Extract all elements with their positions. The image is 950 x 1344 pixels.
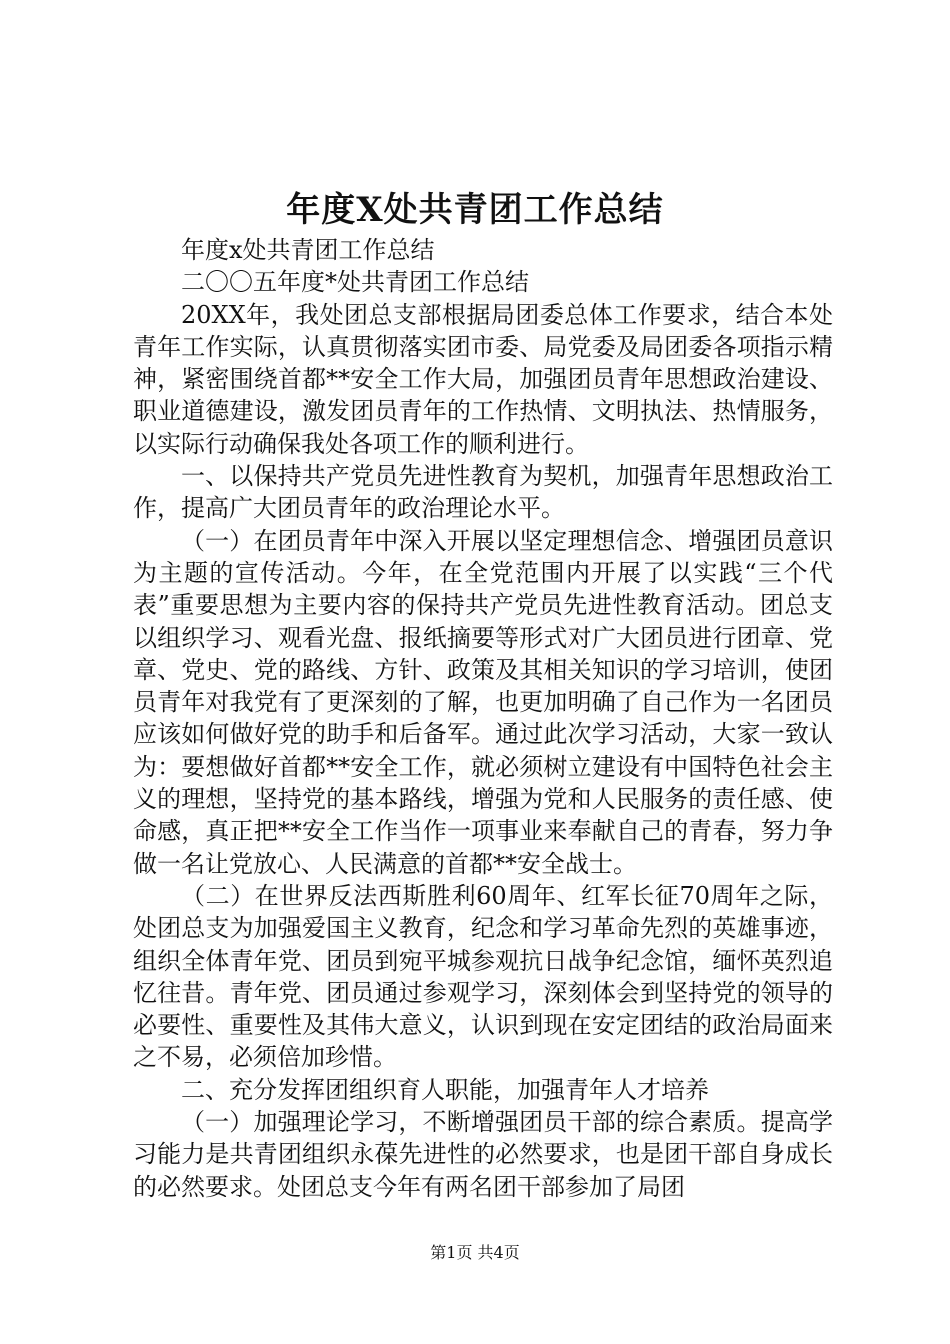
paragraph-report-title: 二〇〇五年度*处共青团工作总结 [181, 268, 529, 297]
paragraph-section-2-item-1: （一）加强理论学习，不断增强团员干部的综合素质。提高学习能力是共青团组织永葆先进性的必然要求，也是团干部自身成长的必然要求。处团总支今年有两名团干部参加了局团 [133, 1108, 833, 1201]
paragraph-section-1-item-1: （一）在团员青年中深入开展以坚定理想信念、增强团员意识为主题的宣传活动。今年，在全党范围内开展了以实践“三个代表”重要思想为主要内容的保持共产党员先进性教育活动。团总支以组织学习、观看光盘、报纸摘要等形式对广大团员进行团章、党章、党史、党的路线、方针、政策及其相关知识的学习培训，使团员青年对我党有了更深刻的了解，也更加明确了自己作为一名团员应该如何做好党的助手和后备军。通过此次学习活动，大家一致认为：要想做好首都**安全工作，就必须树立建设有中国特色社会主义的理想，坚持党的基本路线，增强为党和人民服务的责任感、使命感，真正把**安全工作当作一项事业来奉献自己的青春，努力争做一名让党放心、人民满意的首都**安全战士。 [133, 526, 833, 878]
paragraph-subtitle: 年度x处共青团工作总结 [181, 236, 435, 264]
paragraph-section-2-heading: 二、充分发挥团组织育人职能，加强青年人才培养 [181, 1075, 709, 1104]
document-title: 年度X处共青团工作总结 [286, 190, 664, 230]
paragraph-intro: 20XX年，我处团总支部根据局团委总体工作要求，结合本处青年工作实际，认真贯彻落实团市委、局党委及局团委各项指示精神，紧密围绕首都**安全工作大局，加强团员青年思想政治建设、职业道德建设，激发团员青年的工作热情、文明执法、热情服务，以实际行动确保我处各项工作的顺利进行。 [133, 300, 833, 458]
document-body [133, 234, 833, 1203]
paragraph-section-1-item-2: （二）在世界反法西斯胜利60周年、红军长征70周年之际，处团总支为加强爱国主义教育，纪念和学习革命先烈的英雄事迹，组织全体青年党、团员到宛平城参观抗日战争纪念馆，缅怀英烈追忆往昔。青年党、团员通过参观学习，深刻体会到坚持党的领导的必要性、重要性及其伟大意义，认识到现在安定团结的政治局面来之不易，必须倍加珍惜。 [133, 881, 833, 1072]
paragraph-section-1-heading: 一、以保持共产党员先进性教育为契机，加强青年思想政治工作，提高广大团员青年的政治理论水平。 [133, 462, 833, 523]
page-footer: 第1页 共4页 [430, 1243, 520, 1262]
